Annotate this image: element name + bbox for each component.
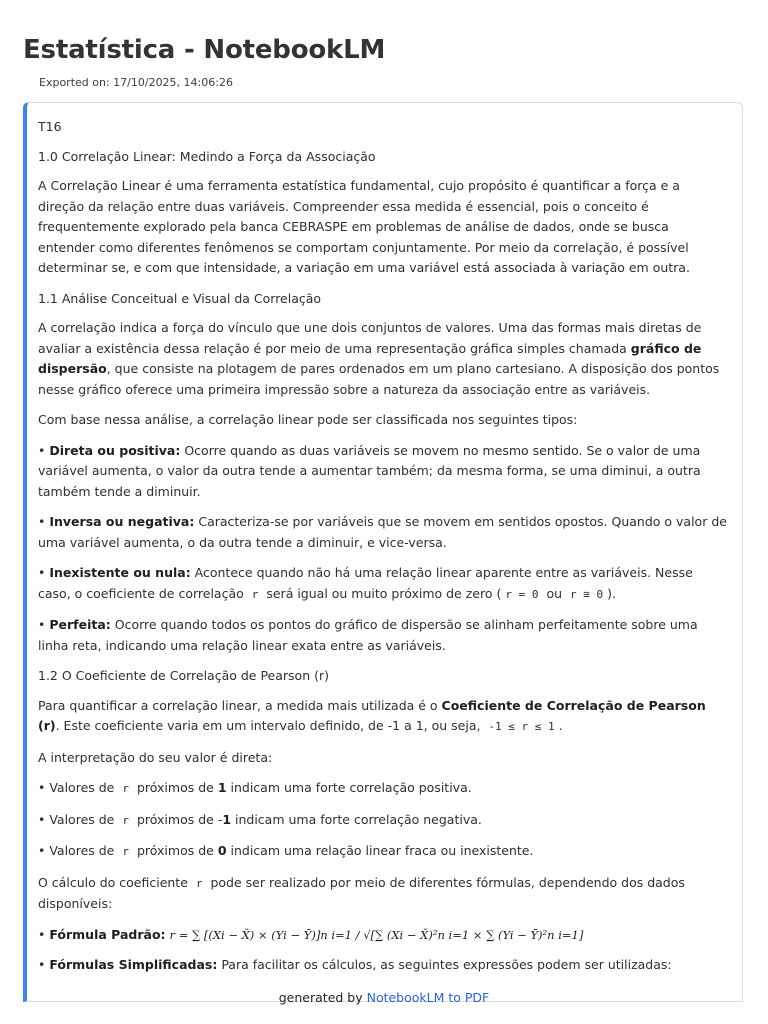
bullet-mark: • xyxy=(38,565,46,580)
bullet-mark: • xyxy=(38,843,46,858)
note-card xyxy=(23,102,743,1002)
text-segment: A correlação indica a força do vínculo que une dois conjuntos de valores. Uma das formas mais diretas de avaliar a existência dessa relação é por meio de uma representação gráfica simples chamada xyxy=(38,320,702,356)
pearson-formula: r = ∑ [(Xi − X̄) × (Yi − Ȳ)]n i=1 / √[∑ (Xi − X̄)²n i=1 × ∑ (Yi − Ȳ)²n i=1] xyxy=(169,927,584,942)
text-segment: . Este coeficiente varia em um intervalo definido, de -1 a 1, ou seja, xyxy=(55,718,485,733)
footer xyxy=(0,990,768,1005)
paragraph-calculation xyxy=(38,873,728,915)
text-segment: Caracteriza-se por variáveis que se movem em sentidos opostos. Quando o valor de uma variável aumenta, o da outra tende a diminuir, e vice-versa. xyxy=(38,514,727,550)
section-heading-1-0: 1.0 Correlação Linear: Medindo a Força da Associação xyxy=(38,148,376,164)
text-segment: indicam uma forte correlação positiva. xyxy=(226,780,472,795)
text-segment: Ocorre quando todos os pontos do gráfico de dispersão se alinham perfeitamente sobre uma linha reta, indicando uma relação linear exata entre as variáveis. xyxy=(38,617,698,653)
bold-term: Inversa ou negativa: xyxy=(49,514,195,529)
text-segment: será igual ou muito próximo de zero ( xyxy=(262,585,502,601)
text-segment: Para facilitar os cálculos, as seguintes expressões podem ser utilizadas: xyxy=(217,957,672,972)
list-item-values-zero xyxy=(38,841,728,863)
text-segment: indicam uma relação linear fraca ou inexistente. xyxy=(226,843,534,858)
inline-code: r xyxy=(195,876,203,890)
list-item-values-negative xyxy=(38,810,728,832)
text-segment: - xyxy=(217,811,223,827)
section-heading-1-1: 1.1 Análise Conceitual e Visual da Correlação xyxy=(38,290,322,306)
paragraph-classification: Com base nessa análise, a correlação linear pode ser classificada nos seguintes tipos: xyxy=(38,412,578,427)
list-item-null xyxy=(38,563,728,605)
text-segment: Acontece quando não há uma relação linear aparente entre as variáveis. Nesse caso, o coeficiente de correlação xyxy=(38,565,693,601)
bold-term: Fórmulas Simplificadas: xyxy=(49,957,218,972)
inline-code: r = 0 xyxy=(505,587,539,601)
paragraph-interpretation: A interpretação do seu valor é direta: xyxy=(38,749,273,765)
text-segment: próximos de xyxy=(132,811,218,827)
inline-code: -1 ≤ r ≤ 1 xyxy=(488,720,555,733)
text-segment: Ocorre quando as duas variáveis se movem no mesmo sentido. Se o valor de uma variável aumenta, o valor da outra tende a aumentar também; da mesma forma, se uma diminui, a outra também tende a diminuir. xyxy=(38,442,701,499)
text-segment: pode ser realizado por meio de diferentes fórmulas, dependendo dos dados disponíveis: xyxy=(38,874,685,911)
bullet-mark: • xyxy=(38,780,46,795)
inline-code: r xyxy=(251,587,259,601)
text-segment: Valores de xyxy=(45,843,119,858)
paragraph-pearson xyxy=(38,696,728,738)
inline-code: r ≅ 0 xyxy=(570,587,604,601)
section-heading-1-2: 1.2 O Coeficiente de Correlação de Pearson (r) xyxy=(38,668,329,683)
bullet-mark: • xyxy=(38,442,46,458)
bold-term: Direta ou positiva: xyxy=(49,442,181,458)
bold-term: Coeficiente de Correlação de Pearson (r) xyxy=(38,697,706,733)
text-segment: ). xyxy=(607,585,616,601)
text-segment: Para quantificar a correlação linear, a medida mais utilizada é o xyxy=(38,697,442,713)
paragraph-concept xyxy=(38,318,728,400)
footer-link[interactable]: NotebookLM to PDF xyxy=(366,990,490,1005)
text-segment: Valores de xyxy=(45,780,119,795)
list-item-values-positive xyxy=(38,778,728,800)
bullet-mark: • xyxy=(38,514,46,529)
bold-term: 0 xyxy=(217,843,227,858)
footer-prefix: generated by xyxy=(278,990,367,1005)
text-segment: próximos de xyxy=(132,843,218,858)
list-item-perfect xyxy=(38,615,728,656)
list-item-direct xyxy=(38,441,728,503)
export-timestamp: Exported on: 17/10/2025, 14:06:26 xyxy=(39,76,233,89)
list-item-inverse xyxy=(38,512,728,553)
inline-code: r xyxy=(122,845,129,858)
bullet-mark: • xyxy=(38,811,46,827)
bullet-mark: • xyxy=(38,926,46,942)
list-item-formula-simplified xyxy=(38,955,728,976)
text-segment: . xyxy=(558,718,563,733)
bold-term: 1 xyxy=(222,811,232,827)
text-segment: indicam uma forte correlação negativa. xyxy=(231,811,482,827)
note-label: T16 xyxy=(38,119,62,134)
paragraph-intro: A Correlação Linear é uma ferramenta estatística fundamental, cujo propósito é quantificar a força e a direção da relação entre duas variáveis. Compreender essa medida é essencial, pois o conceito é frequentemente explorado pela banca CEBRASPE em problemas de análise de dados, onde se busca entender como diferentes fenômenos se comportam conjuntamente. Por meio da correlação, é possível determinar se, e com que intensidade, a variação em uma variável está associada à variação em outra. xyxy=(38,178,690,275)
bold-term: gráfico de dispersão xyxy=(38,340,702,376)
bullet-mark: • xyxy=(38,617,46,632)
bold-term: Inexistente ou nula: xyxy=(49,565,191,580)
list-item-formula-standard xyxy=(38,925,728,946)
bold-term: Perfeita: xyxy=(49,617,111,632)
bold-term: Fórmula Padrão: xyxy=(49,926,166,942)
text-segment: , que consiste na plotagem de pares ordenados em um plano cartesiano. A disposição dos pontos nesse gráfico oferece uma primeira impressão sobre a natureza da associação entre as variáveis. xyxy=(38,361,720,397)
text-segment: Valores de xyxy=(45,811,119,827)
text-segment: ou xyxy=(542,585,566,601)
bold-term: 1 xyxy=(217,780,227,795)
bullet-mark: • xyxy=(38,957,46,972)
inline-code: r xyxy=(122,782,129,795)
text-segment: próximos de xyxy=(132,780,218,795)
page-title: Estatística - NotebookLM xyxy=(23,35,386,65)
text-segment: O cálculo do coeficiente xyxy=(38,874,192,890)
inline-code: r xyxy=(122,813,129,827)
